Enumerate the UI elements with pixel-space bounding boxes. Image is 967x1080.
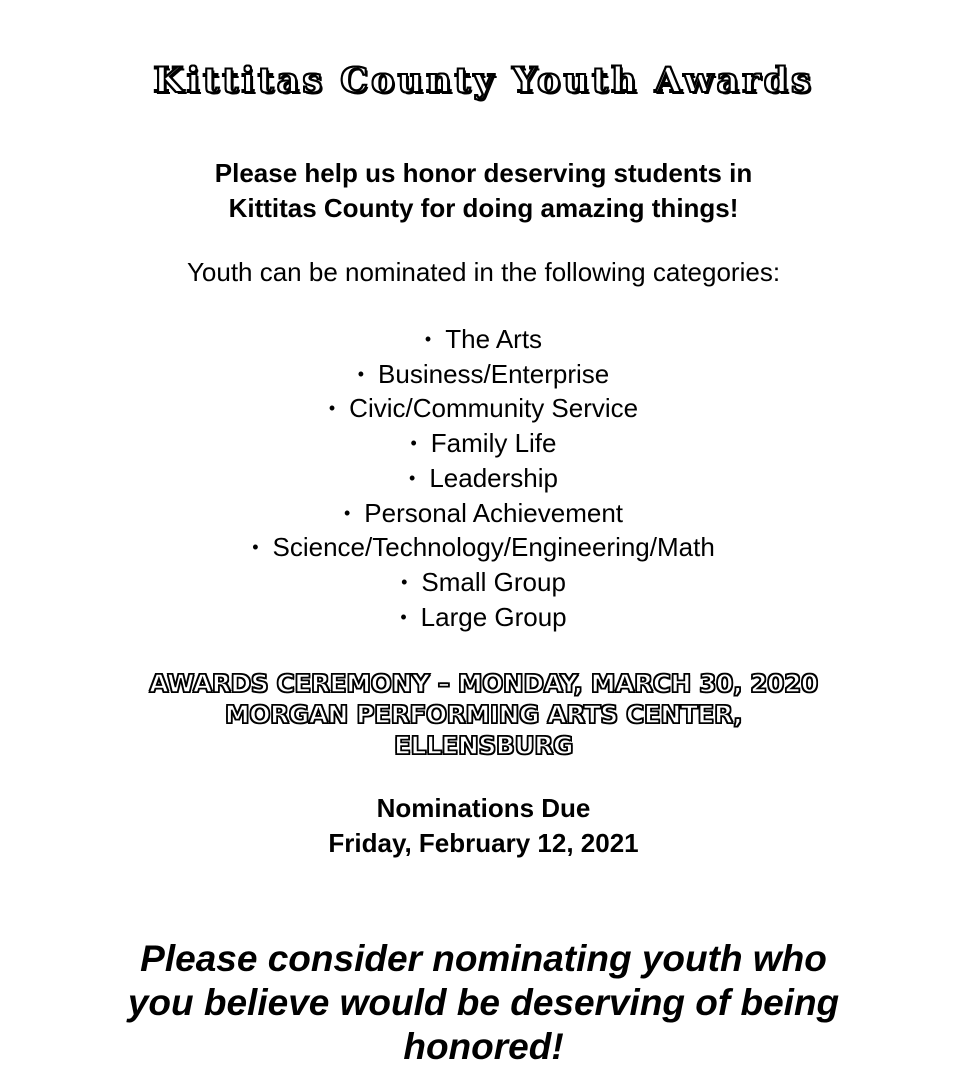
nominations-due-label: Nominations Due — [376, 793, 591, 823]
category-list — [0, 322, 967, 634]
category-label: Science/Technology/Engineering/Math — [272, 532, 715, 563]
closing-line-1: Please consider nominating youth who — [140, 938, 827, 979]
list-item — [0, 357, 967, 392]
ceremony-city: ELLENSBURG — [393, 731, 574, 760]
bullet-icon: • — [252, 537, 259, 558]
ceremony-date: AWARDS CEREMONY – MONDAY, MARCH 30, 2020 — [149, 669, 818, 698]
category-label: Large Group — [420, 601, 567, 632]
nominations-due — [0, 791, 967, 861]
bullet-icon: • — [343, 502, 351, 523]
page-title: Kittitas County Youth Awards — [153, 60, 814, 101]
list-item — [0, 530, 967, 565]
intro-line-2: Kittitas County for doing amazing things! — [228, 193, 739, 223]
list-item — [0, 391, 967, 426]
intro-text — [0, 156, 967, 226]
bullet-icon: • — [409, 467, 416, 488]
category-label: The Arts — [445, 324, 543, 354]
category-label: Small Group — [421, 566, 566, 597]
list-item — [0, 322, 967, 357]
closing-message — [0, 937, 967, 1069]
category-label: Business/Enterprise — [378, 358, 610, 389]
list-item — [0, 496, 967, 531]
closing-line-3: honored! — [403, 1026, 564, 1067]
category-label: Family Life — [430, 428, 557, 459]
ceremony-venue: MORGAN PERFORMING ARTS CENTER, — [224, 700, 743, 729]
bullet-icon: • — [328, 398, 336, 419]
nominations-due-date: Friday, February 12, 2021 — [328, 828, 639, 858]
category-label: Personal Achievement — [364, 497, 624, 528]
intro-line-1: Please help us honor deserving students in — [214, 158, 753, 188]
categories-intro: Youth can be nominated in the following categories: — [186, 257, 781, 287]
bullet-icon: • — [424, 329, 432, 349]
bullet-icon: • — [410, 433, 417, 454]
category-label: Leadership — [429, 462, 558, 493]
list-item — [0, 426, 967, 461]
list-item — [0, 461, 967, 496]
list-item — [0, 565, 967, 600]
category-label: Civic/Community Service — [349, 393, 639, 424]
closing-line-2: you believe would be deserving of being — [127, 982, 840, 1023]
bullet-icon: • — [401, 571, 408, 592]
ceremony-info — [0, 668, 967, 761]
list-item — [0, 600, 967, 635]
bullet-icon: • — [400, 606, 407, 627]
bullet-icon: • — [357, 363, 365, 384]
